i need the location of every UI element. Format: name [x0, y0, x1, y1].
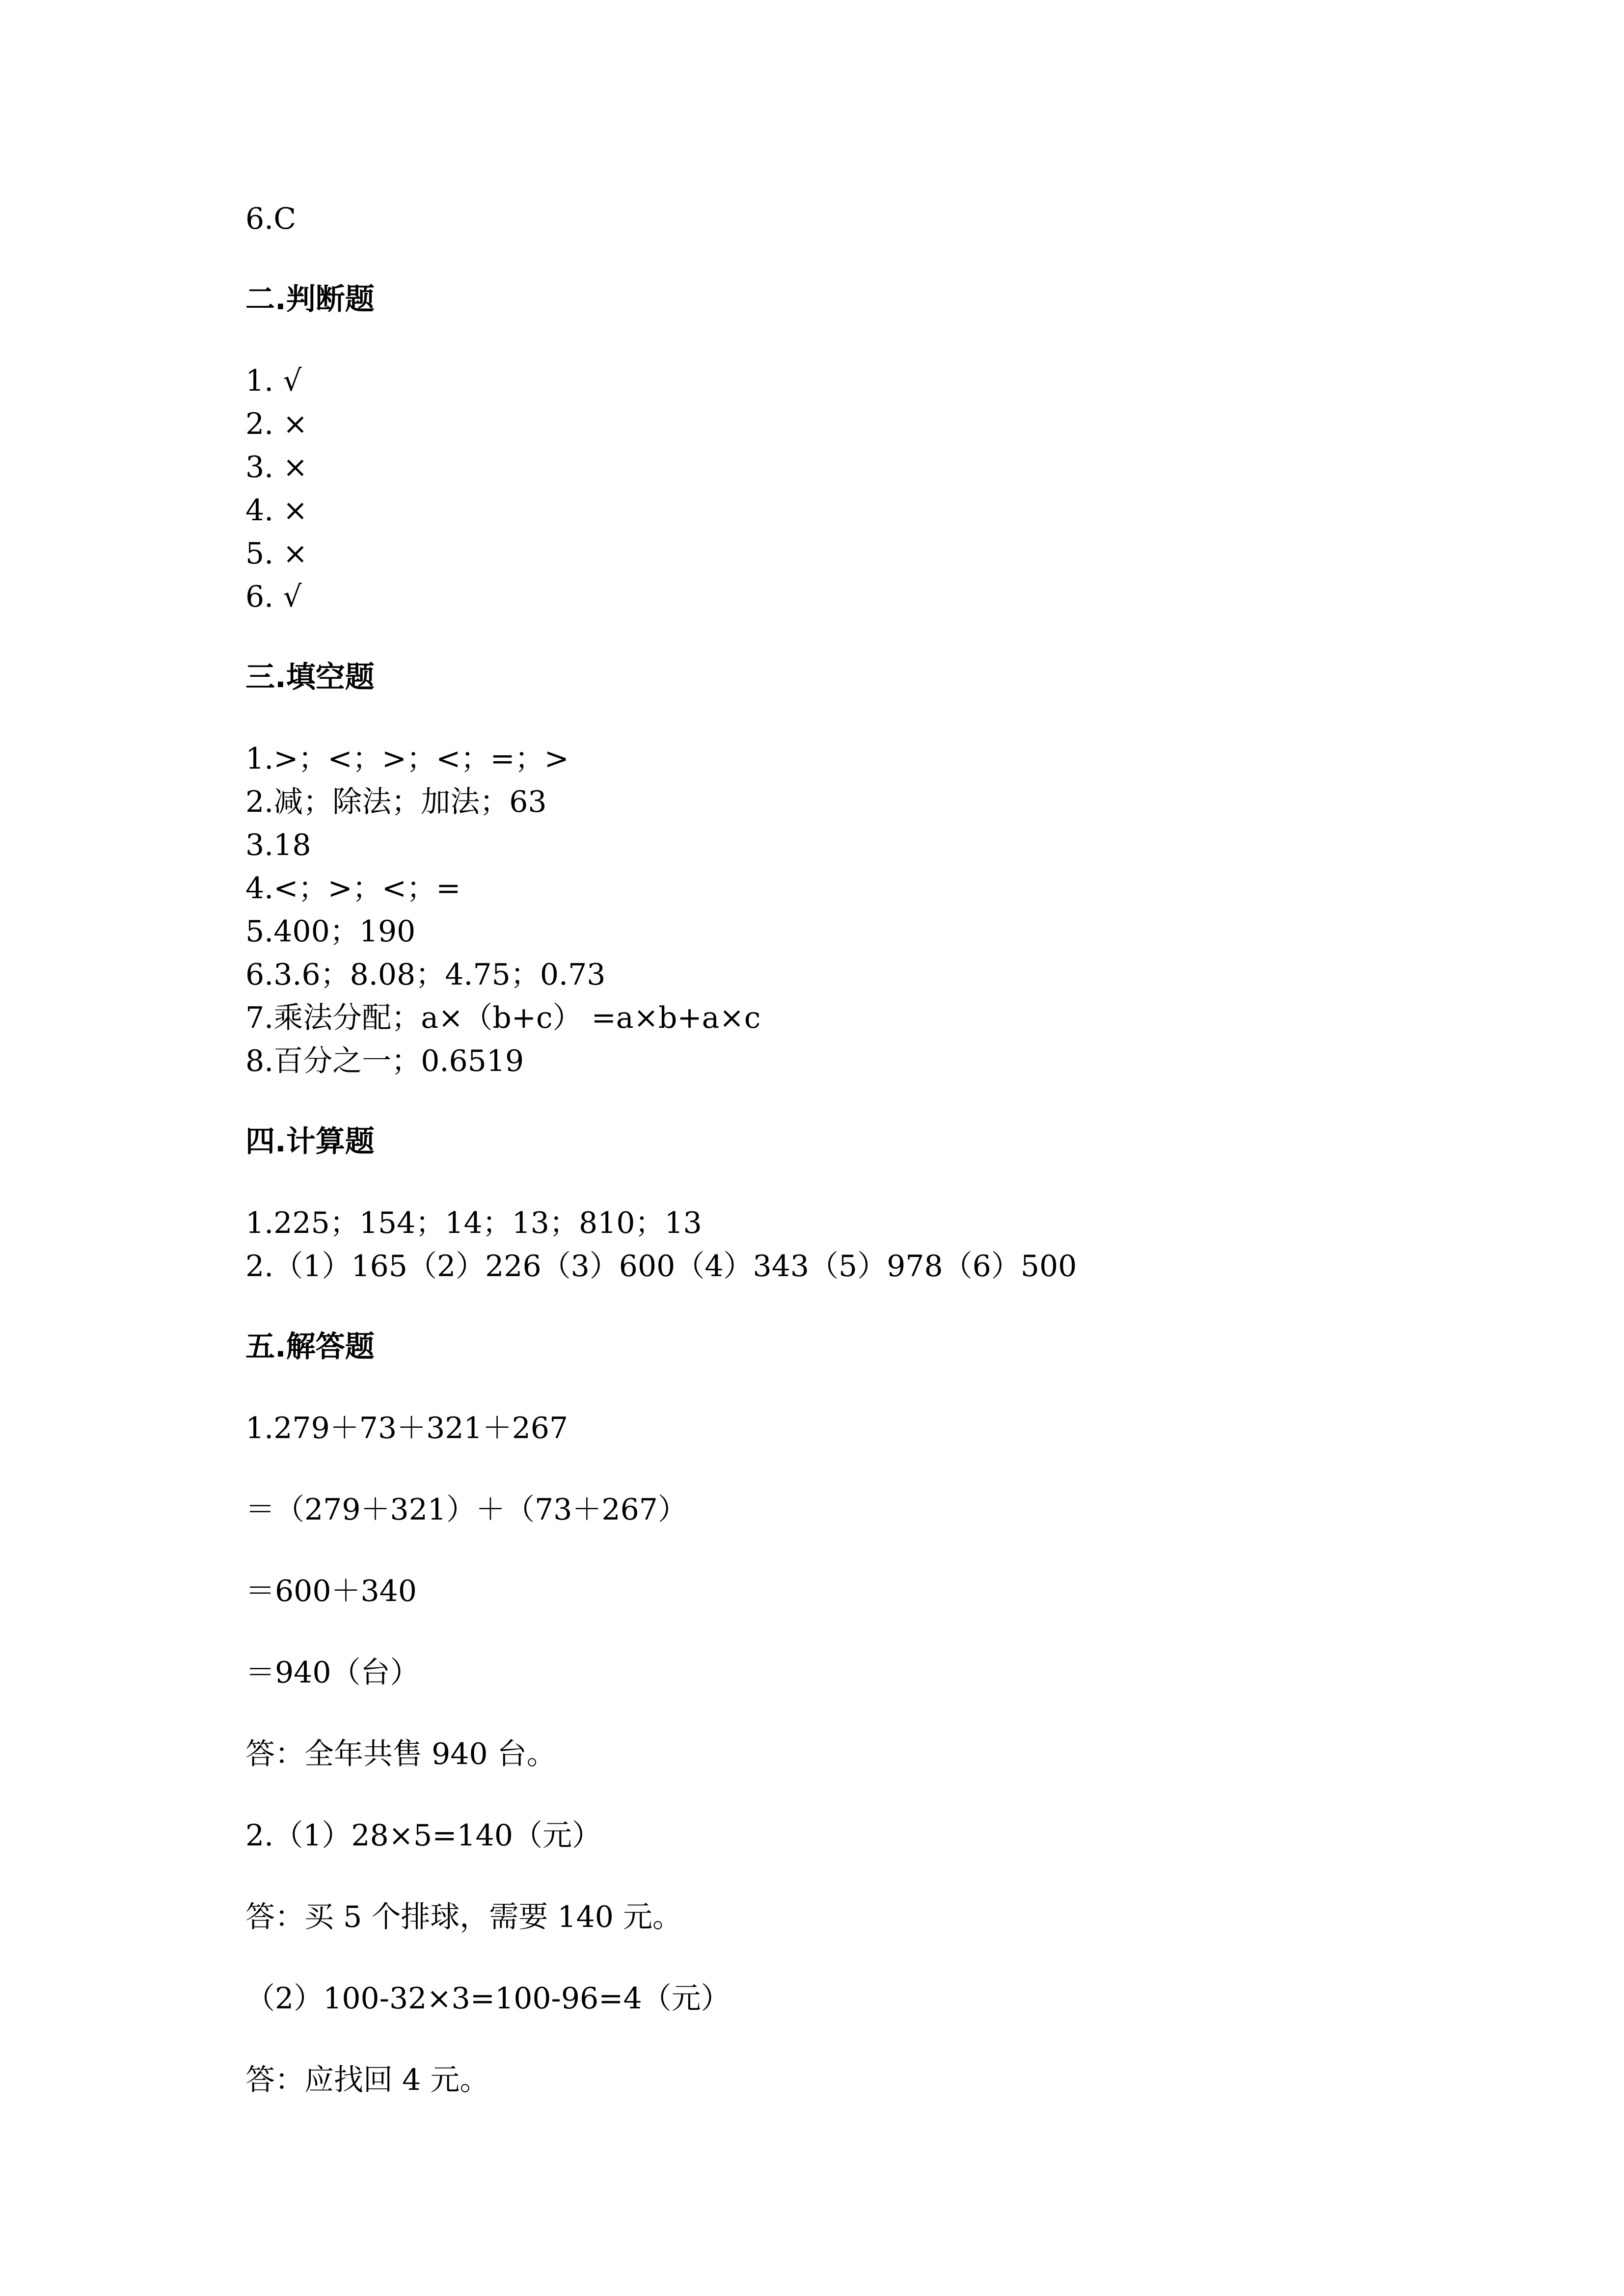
answer-line: 5. ×: [245, 536, 308, 571]
answer-line: 3. ×: [245, 450, 308, 484]
answer-line: 7.乘法分配；a×（b+c） =a×b+a×c: [245, 1001, 761, 1035]
answer-line: 2. ×: [245, 407, 308, 441]
answer-line: ＝600＋340: [245, 1574, 417, 1608]
answer-line: 1.225；154；14；13；810；13: [245, 1206, 702, 1240]
answer-line: 答：买 5 个排球，需要 140 元。: [245, 1900, 682, 1934]
answer-line: 2.（1）165（2）226（3）600（4）343（5）978（6）500: [245, 1249, 1077, 1283]
answer-line: 答：全年共售 940 台。: [245, 1737, 556, 1771]
answer-line: 3.18: [245, 828, 311, 862]
answer-line: 2.减；除法；加法；63: [245, 785, 547, 819]
section-heading-judgment: 二.判断题: [245, 282, 375, 317]
answer-line: ＝940（台）: [245, 1655, 420, 1690]
answer-line: 4. ×: [245, 493, 308, 528]
answer-line: 5.400；190: [245, 914, 416, 949]
answer-line: （2）100-32×3=100-96=4（元）: [245, 1981, 731, 2016]
answer-line: ＝（279＋321）＋（73＋267）: [245, 1493, 687, 1527]
answer-line: 1.279＋73＋321＋267: [245, 1411, 568, 1445]
section-heading-fill-in: 三.填空题: [245, 660, 375, 694]
answer-line: 答：应找回 4 元。: [245, 2063, 489, 2097]
answer-line: 1.>；<；>；<；=；>: [245, 742, 569, 776]
answer-line: 6.C: [245, 202, 297, 236]
answer-line: 4.<；>；<；=: [245, 871, 461, 906]
answer-line: 6. √: [245, 580, 302, 614]
answer-line: 1. √: [245, 364, 302, 398]
section-heading-word-problems: 五.解答题: [245, 1330, 375, 1364]
answer-line: 8.百分之一；0.6519: [245, 1044, 524, 1078]
answer-line: 2.（1）28×5=140（元）: [245, 1818, 602, 1853]
answer-line: 6.3.6；8.08；4.75；0.73: [245, 958, 606, 992]
section-heading-calculation: 四.计算题: [245, 1124, 375, 1159]
